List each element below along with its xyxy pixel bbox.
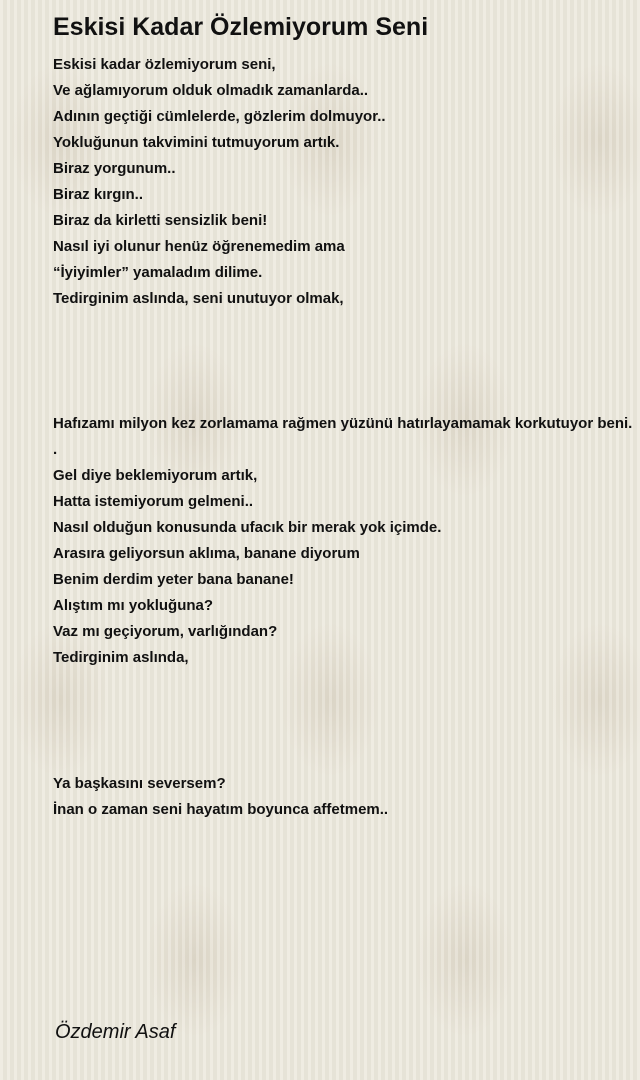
poem-line: Adının geçtiği cümlelerde, gözlerim dolmuyor.. (53, 108, 386, 125)
poem-line: Nasıl olduğun konusunda ufacık bir merak yok içimde. (53, 519, 442, 536)
poem-title: Eskisi Kadar Özlemiyorum Seni (53, 13, 429, 41)
poem-line: Nasıl iyi olunur henüz öğrenemedim ama (53, 238, 345, 255)
stanza-1 (53, 52, 638, 312)
poem-author: Özdemir Asaf (55, 1021, 176, 1043)
poem-line: Ya başkasını seversem? (53, 775, 226, 792)
poem-line: Arasıra geliyorsun aklıma, banane diyorum (53, 545, 360, 562)
poem-line: Biraz kırgın.. (53, 186, 144, 203)
poem-line: Benim derdim yeter bana banane! (53, 571, 294, 588)
poem-line: Alıştım mı yokluğuna? (53, 597, 214, 614)
poem-line: Tedirginim aslında, (53, 649, 189, 666)
poem-line: Gel diye beklemiyorum artık, (53, 467, 258, 484)
poem-line: Yokluğunun takvimini tutmuyorum artık. (53, 134, 340, 151)
poem-line: Vaz mı geçiyorum, varlığından? (53, 623, 278, 640)
poem-line: İnan o zaman seni hayatım boyunca affetmem.. (53, 801, 389, 818)
poem-line: Biraz da kirletti sensizlik beni! (53, 212, 268, 229)
stanza-2 (53, 411, 638, 671)
poem-line: Eskisi kadar özlemiyorum seni, (53, 56, 276, 73)
stanza-3 (53, 771, 638, 823)
poem-line: “İyiyimler” yamaladım dilime. (53, 264, 263, 281)
poem-line: Hatta istemiyorum gelmeni.. (53, 493, 254, 510)
poem-line: Hafızamı milyon kez zorlamama rağmen yüzünü hatırlayamamak korkutuyor beni. . (53, 415, 633, 458)
poem-line: Biraz yorgunum.. (53, 160, 176, 177)
poem-line: Tedirginim aslında, seni unutuyor olmak, (53, 290, 344, 307)
poem-line: Ve ağlamıyorum olduk olmadık zamanlarda.. (53, 82, 369, 99)
